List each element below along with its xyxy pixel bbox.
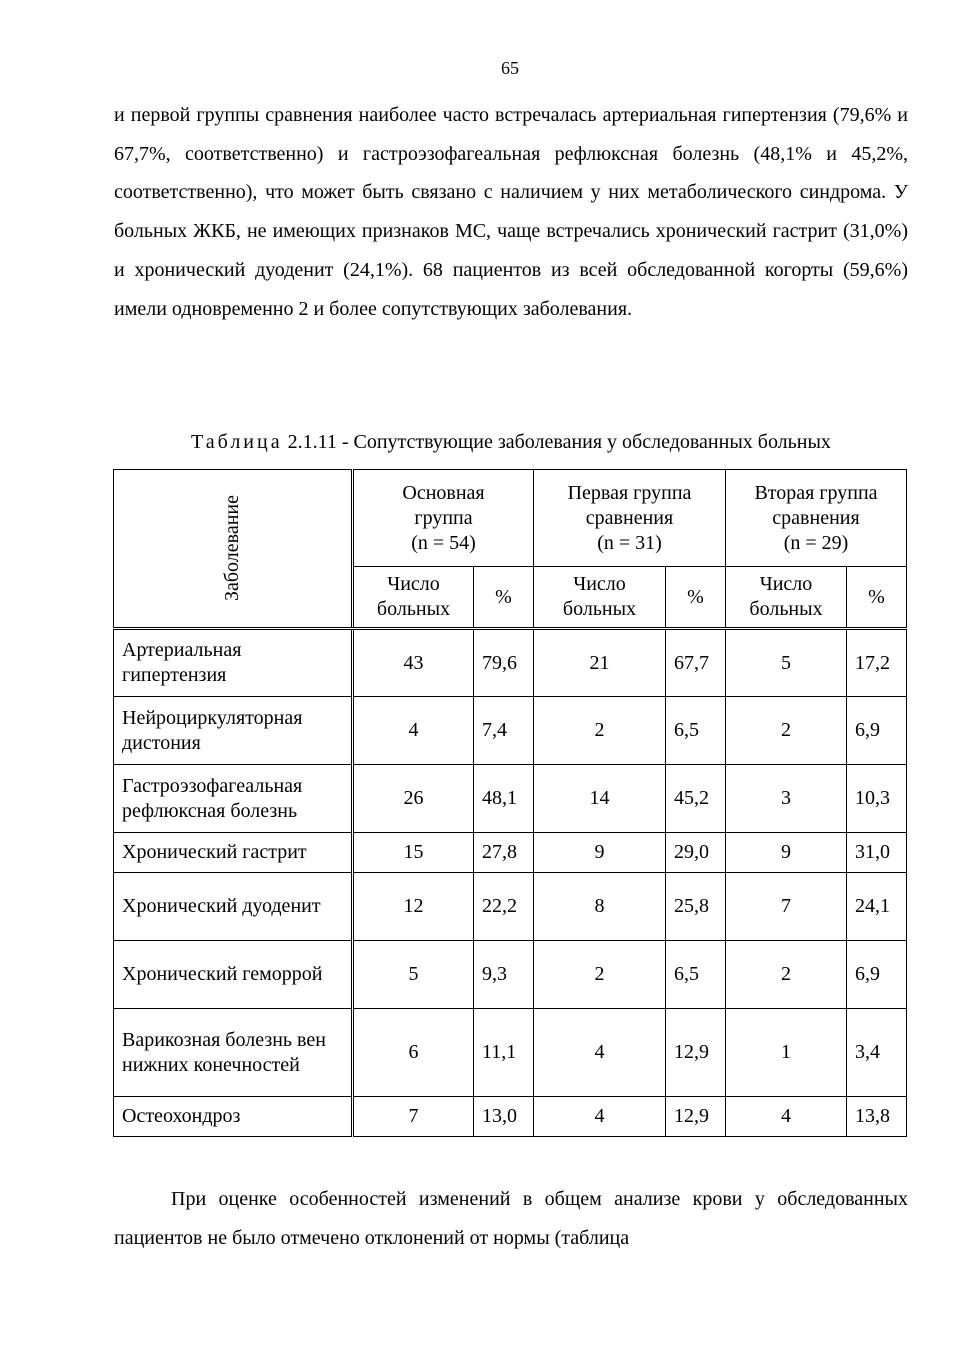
- second-comparison-percent: 10,3: [847, 765, 907, 833]
- main-group-percent: 48,1: [474, 765, 534, 833]
- first-comparison-percent: 6,5: [666, 941, 726, 1009]
- first-comparison-count: 9: [534, 833, 666, 873]
- table-caption: [114, 431, 908, 454]
- second-comparison-percent: 31,0: [847, 833, 907, 873]
- main-group-percent: 11,1: [474, 1009, 534, 1097]
- body-paragraph: и первой группы сравнения наиболее часто встречалась артериальная гипертензия (79,6% и 67,7%, соответственно) и гастроэзофагеальная рефлюксная болезнь (48,1% и 45,2%, соответственно), что может быть связано с наличием у них метаболического синдрома. У больных ЖКБ, не имеющих признаков МС, чаще встречались хронический гастрит (31,0%) и хронический дуоденит (24,1%). 68 пациентов из всей обследованной когорты (59,6%) имели одновременно 2 и более сопутствующих заболевания.: [114, 104, 908, 320]
- table-row: [114, 765, 907, 833]
- first-comparison-count: 8: [534, 873, 666, 941]
- table-caption-label: Таблица: [191, 431, 283, 453]
- main-group-percent: 9,3: [474, 941, 534, 1009]
- disease-name: Гастроэзофагеальная рефлюксная болезнь: [114, 765, 353, 833]
- main-group-count: 43: [353, 629, 474, 697]
- table-row: [114, 1097, 907, 1137]
- main-group-count: 7: [353, 1097, 474, 1137]
- disease-header-label: Заболевание: [221, 495, 243, 602]
- main-group-percent: 13,0: [474, 1097, 534, 1137]
- main-group-percent: 27,8: [474, 833, 534, 873]
- body-paragraph: При оценке особенностей изменений в общем анализе крови у обследованных пациентов не было отмечено отклонений от нормы (таблица: [114, 1188, 908, 1249]
- group-header-first-comparison: [534, 470, 726, 567]
- group-header-n: (n = 54): [411, 531, 476, 554]
- group-header-line: сравнения: [585, 506, 674, 529]
- first-comparison-count: 21: [534, 629, 666, 697]
- disease-name: Артериальная гипертензия: [114, 629, 353, 697]
- first-comparison-percent: 12,9: [666, 1097, 726, 1137]
- second-comparison-count: 1: [726, 1009, 847, 1097]
- second-comparison-count: 5: [726, 629, 847, 697]
- page-number: 65: [501, 58, 519, 78]
- count-subheader: Число больных: [726, 567, 847, 629]
- first-comparison-percent: 25,8: [666, 873, 726, 941]
- table-row: [114, 1009, 907, 1097]
- first-comparison-percent: 67,7: [666, 629, 726, 697]
- table-row: [114, 833, 907, 873]
- second-comparison-count: 7: [726, 873, 847, 941]
- group-header-n: (n = 29): [783, 531, 849, 554]
- percent-subheader: %: [474, 567, 534, 629]
- second-comparison-percent: 6,9: [847, 697, 907, 765]
- first-comparison-count: 14: [534, 765, 666, 833]
- second-comparison-percent: 6,9: [847, 941, 907, 1009]
- second-comparison-percent: 24,1: [847, 873, 907, 941]
- percent-subheader: %: [666, 567, 726, 629]
- second-comparison-percent: 3,4: [847, 1009, 907, 1097]
- percent-subheader: %: [847, 567, 907, 629]
- group-header-line: Первая группа: [567, 481, 692, 504]
- disease-name: Варикозная болезнь вен нижних конечностей: [114, 1009, 353, 1097]
- disease-name: Хронический гастрит: [114, 833, 353, 873]
- main-group-count: 15: [353, 833, 474, 873]
- disease-name: Остеохондроз: [114, 1097, 353, 1137]
- group-header-second-comparison: [726, 470, 907, 567]
- main-group-count: 6: [353, 1009, 474, 1097]
- table-row: [114, 629, 907, 697]
- first-comparison-percent: 6,5: [666, 697, 726, 765]
- disease-name: Хронический геморрой: [114, 941, 353, 1009]
- second-comparison-count: 2: [726, 697, 847, 765]
- first-comparison-count: 4: [534, 1097, 666, 1137]
- group-header-line: Вторая группа: [754, 481, 878, 504]
- group-header-line: сравнения: [772, 506, 860, 529]
- main-group-percent: 7,4: [474, 697, 534, 765]
- disease-name: Хронический дуоденит: [114, 873, 353, 941]
- first-comparison-count: 2: [534, 941, 666, 1009]
- second-comparison-count: 2: [726, 941, 847, 1009]
- main-group-count: 4: [353, 697, 474, 765]
- first-comparison-count: 4: [534, 1009, 666, 1097]
- second-comparison-percent: 17,2: [847, 629, 907, 697]
- group-header-line: Основная: [402, 481, 485, 504]
- first-comparison-percent: 12,9: [666, 1009, 726, 1097]
- first-comparison-percent: 45,2: [666, 765, 726, 833]
- table-row: [114, 697, 907, 765]
- main-group-count: 12: [353, 873, 474, 941]
- group-header-line: группа: [414, 506, 473, 529]
- table-caption-text: 2.1.11 - Сопутствующие заболевания у обследованных больных: [282, 431, 831, 453]
- first-comparison-count: 2: [534, 697, 666, 765]
- group-header-main: [353, 470, 534, 567]
- main-group-count: 5: [353, 941, 474, 1009]
- second-comparison-count: 4: [726, 1097, 847, 1137]
- disease-name: Нейроциркуляторная дистония: [114, 697, 353, 765]
- group-header-n: (n = 31): [597, 531, 662, 554]
- second-comparison-count: 3: [726, 765, 847, 833]
- count-subheader: Число больных: [353, 567, 474, 629]
- second-comparison-percent: 13,8: [847, 1097, 907, 1137]
- disease-column-header: [114, 470, 353, 629]
- table-row: [114, 873, 907, 941]
- comorbidities-table: [113, 469, 907, 1137]
- main-group-percent: 22,2: [474, 873, 534, 941]
- table-row: [114, 941, 907, 1009]
- main-group-percent: 79,6: [474, 629, 534, 697]
- second-comparison-count: 9: [726, 833, 847, 873]
- main-group-count: 26: [353, 765, 474, 833]
- first-comparison-percent: 29,0: [666, 833, 726, 873]
- count-subheader: Число больных: [534, 567, 666, 629]
